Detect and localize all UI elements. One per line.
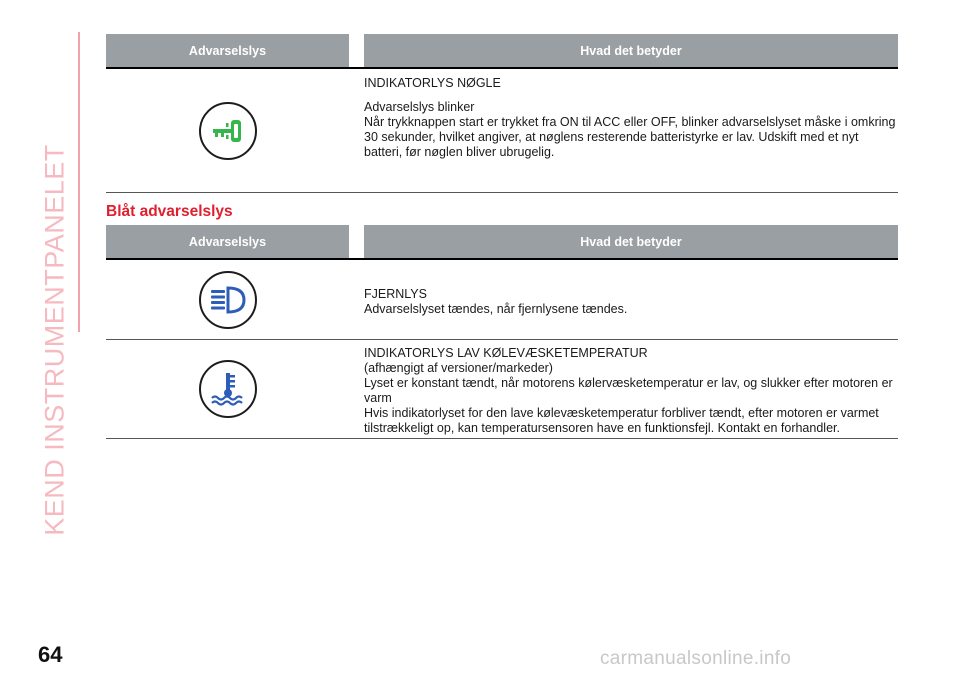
coolant-temperature-icon (199, 360, 257, 418)
meaning-cell (364, 69, 898, 192)
header-meaning: Hvad det betyder (364, 34, 898, 67)
icon-cell (106, 69, 349, 192)
row-line-4: Hvis indikatorlyset for den lave kølevæsketemperatur forbliver tændt, efter motoren er varmet tilstrækkeligt op, kan temperatursensoren have en funktionsfejl. Kontakt en forhandler. (364, 406, 879, 435)
meaning-cell (364, 340, 898, 438)
chapter-side-title-text: KEND INSTRUMENTPANELET (39, 144, 70, 536)
table-row (106, 260, 898, 340)
row-body: Advarselslyset tændes, når fjernlysene tændes. (364, 302, 628, 316)
table-row (106, 340, 898, 439)
key-battery-icon (199, 102, 257, 160)
chapter-side-line (78, 32, 80, 332)
table-header (106, 225, 898, 260)
row-line-2: (afhængigt af versioner/markeder) (364, 361, 553, 375)
row-body: Når trykknappen start er trykket fra ON til ACC eller OFF, blinker advarselslyset måske i omkring 30 sekunder, hvilket angiver, at nøglens resterende batteristyrke er lav. Udskift med et nyt batteri, før nøglen bliver ubrugelig. (364, 115, 896, 159)
row-subtitle: Advarselslys blinker (364, 100, 475, 114)
icon-cell (106, 340, 349, 438)
row-title: INDIKATORLYS NØGLE (364, 76, 501, 90)
section-title: Blåt advarselslys (106, 203, 233, 220)
table-header (106, 34, 898, 69)
warning-lights-table (106, 34, 898, 193)
header-warning-light: Advarselslys (106, 34, 349, 67)
row-line-3: Lyset er konstant tændt, når motorens kølervæsketemperatur er lav, og slukker efter motoren er varm (364, 376, 893, 405)
row-title: INDIKATORLYS LAV KØLEVÆSKETEMPERATUR (364, 346, 648, 360)
icon-cell (106, 260, 349, 339)
row-title: FJERNLYS (364, 287, 427, 301)
high-beam-icon (199, 271, 257, 329)
page-content (106, 34, 898, 439)
header-meaning: Hvad det betyder (364, 225, 898, 258)
watermark: carmanualsonline.info (600, 648, 792, 669)
header-warning-light: Advarselslys (106, 225, 349, 258)
page-number: 64 (38, 642, 63, 667)
meaning-cell (364, 260, 898, 339)
blue-warning-lights-table (106, 225, 898, 439)
table-row (106, 69, 898, 193)
